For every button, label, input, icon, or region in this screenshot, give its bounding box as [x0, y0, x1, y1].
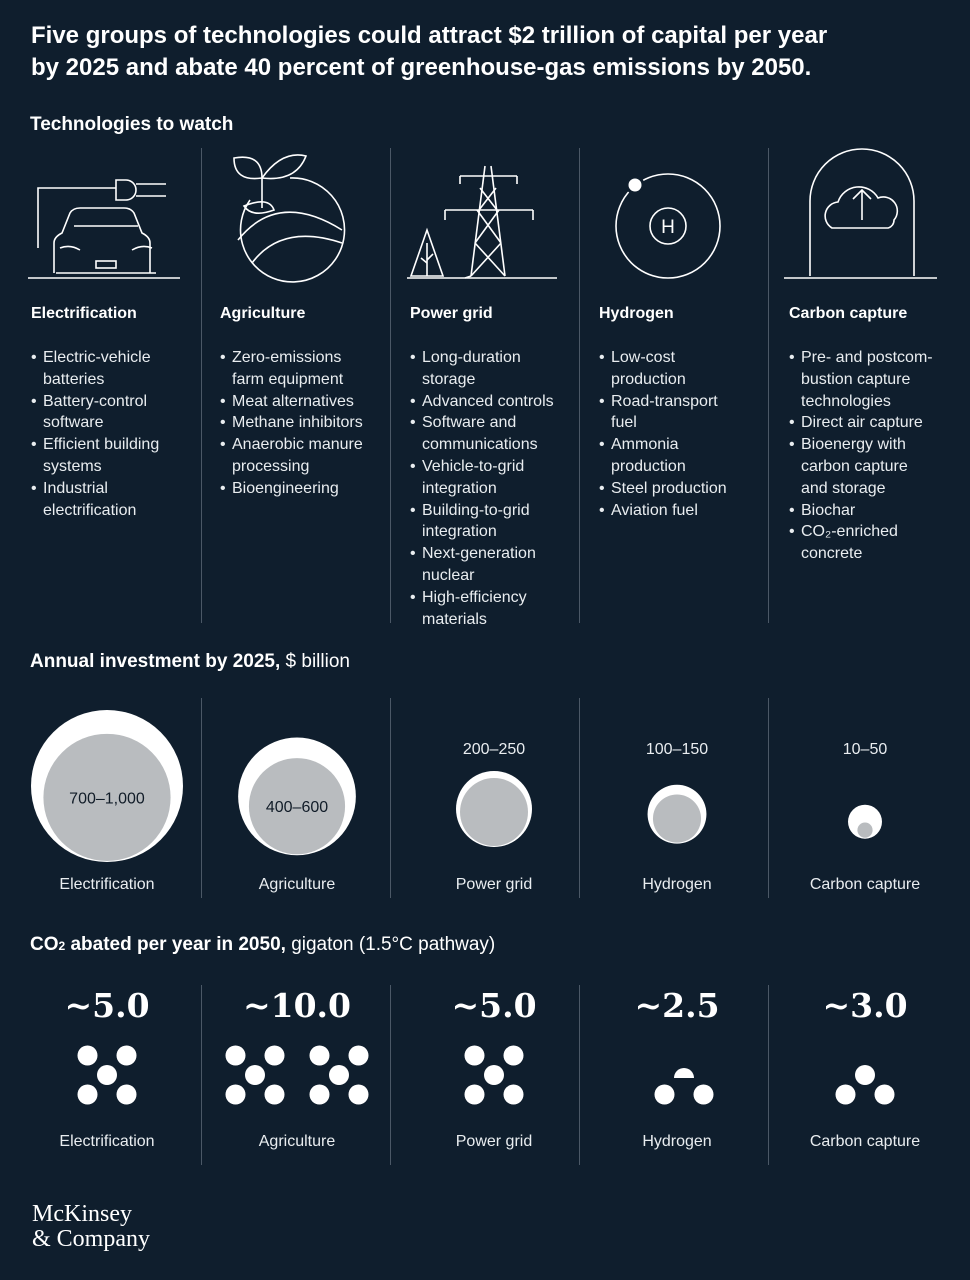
tech-list-item: • Battery-control software — [31, 391, 159, 435]
tech-list — [599, 347, 727, 521]
tech-list-item: • Biochar — [789, 500, 933, 522]
tech-list-item: • Bioenergy with carbon capture and storage — [789, 434, 933, 499]
tech-list-item: • Bioengineering — [220, 478, 363, 500]
tech-list-item: • Pre- and postcom- bustion capture technologies — [789, 347, 933, 412]
tech-title-hydrogen: Hydrogen — [599, 305, 674, 322]
range-label: 400–600 — [265, 799, 329, 817]
plant-globe-icon — [222, 148, 352, 283]
logo-line-2: & Company — [32, 1226, 150, 1252]
tech-list-item: • Ammonia production — [599, 434, 727, 478]
tech-list-item: • Aviation fuel — [599, 500, 727, 522]
co2-dot — [265, 1046, 285, 1066]
co2-dot — [310, 1085, 330, 1105]
divider — [201, 148, 202, 623]
divider — [579, 148, 580, 623]
tech-title-agriculture: Agriculture — [220, 305, 306, 322]
co2-value-label: ~10.0 — [242, 986, 352, 1025]
range-label: 10–50 — [842, 741, 888, 758]
tech-list-item: • Advanced controls — [410, 391, 554, 413]
co2-dot — [875, 1085, 895, 1105]
tech-list-item: • Direct air capture — [789, 412, 933, 434]
category-label: Carbon capture — [809, 1133, 921, 1150]
range-label: 200–250 — [462, 741, 526, 758]
investment-heading-label: Annual investment by 2025, — [30, 651, 281, 672]
tech-list — [789, 347, 933, 565]
tech-title-power-grid: Power grid — [410, 305, 493, 322]
co2-dot — [78, 1046, 98, 1066]
category-label: Carbon capture — [809, 876, 921, 893]
co2-dot — [245, 1065, 265, 1085]
co2-value-label: ~5.0 — [451, 986, 537, 1025]
tech-list — [410, 347, 554, 630]
bubble-low-2 — [460, 778, 528, 846]
co2-dot — [78, 1085, 98, 1105]
title-line-1: Five groups of technologies could attract $2 trillion of capital per year — [31, 22, 828, 49]
tech-title-carbon-capture: Carbon capture — [789, 305, 908, 322]
tech-list — [31, 347, 159, 521]
bubble-low-4 — [857, 823, 872, 838]
co2-dot — [310, 1046, 330, 1066]
range-label: 700–1,000 — [69, 790, 145, 808]
tech-list-item: • Building-to-grid integration — [410, 500, 554, 544]
co2-heading-post: abated per year in 2050, — [65, 934, 286, 955]
title-line-2: by 2025 and abate 40 percent of greenhouse-gas emissions by 2050. — [31, 54, 812, 81]
divider — [390, 148, 391, 623]
co2-dot — [465, 1085, 485, 1105]
co2-dot — [117, 1046, 137, 1066]
co2-dot — [349, 1046, 369, 1066]
transmission-tower-icon — [405, 148, 565, 283]
co2-dot — [97, 1065, 117, 1085]
co2-dot — [329, 1065, 349, 1085]
tech-list-item: • Efficient building systems — [31, 434, 159, 478]
tech-list-item: • Electric-vehicle batteries — [31, 347, 159, 391]
investment-heading — [30, 651, 350, 673]
co2-dot — [465, 1046, 485, 1066]
co2-dot — [836, 1085, 856, 1105]
investment-bubble-chart — [0, 690, 970, 910]
cloud-upload-arch-icon — [782, 148, 942, 283]
tech-list-item: • Zero-emissions farm equipment — [220, 347, 363, 391]
category-label: Power grid — [455, 1133, 533, 1150]
co2-dot — [265, 1085, 285, 1105]
tech-list — [220, 347, 363, 500]
co2-dot — [117, 1085, 137, 1105]
tech-list-item: • Software and communications — [410, 412, 554, 456]
range-label: 100–150 — [645, 741, 709, 758]
investment-unit: $ billion — [285, 651, 350, 672]
divider — [768, 148, 769, 623]
tech-title-electrification: Electrification — [31, 305, 137, 322]
tech-list-item: • Road-transport fuel — [599, 391, 727, 435]
co2-dot — [504, 1046, 524, 1066]
tech-list-item: • Low-cost production — [599, 347, 727, 391]
co2-dot — [226, 1085, 246, 1105]
co2-heading-sub: 2 — [58, 939, 66, 953]
tech-list-item: • Industrial electrification — [31, 478, 159, 522]
category-label: Power grid — [455, 876, 533, 893]
page-title — [31, 20, 931, 84]
co2-dot-half — [674, 1068, 694, 1078]
category-label: Electrification — [59, 1133, 155, 1150]
category-label: Hydrogen — [642, 1133, 712, 1150]
co2-dot — [349, 1085, 369, 1105]
tech-list-item: • Anaerobic manure processing — [220, 434, 363, 478]
tech-list-item: • Vehicle-to-grid integration — [410, 456, 554, 500]
category-label: Agriculture — [258, 876, 336, 893]
tech-heading: Technologies to watch — [30, 114, 234, 135]
tech-list-item: • CO₂-enriched concrete — [789, 521, 933, 565]
co2-unit: gigaton (1.5°C pathway) — [291, 934, 496, 955]
tech-list-item: • High-efficiency materials — [410, 587, 554, 631]
co2-dot — [484, 1065, 504, 1085]
tech-list-item: • Next-generation nuclear — [410, 543, 554, 587]
co2-value-label: ~2.5 — [634, 986, 720, 1025]
co2-dot — [655, 1085, 675, 1105]
co2-heading — [30, 934, 495, 956]
tech-list-item: • Steel production — [599, 478, 727, 500]
co2-dot — [504, 1085, 524, 1105]
bubble-low-3 — [653, 795, 701, 843]
tech-list-item: • Methane inhibitors — [220, 412, 363, 434]
co2-pictogram-chart — [0, 1035, 970, 1165]
category-label: Hydrogen — [642, 876, 712, 893]
co2-dot — [226, 1046, 246, 1066]
co2-dot — [855, 1065, 875, 1085]
co2-value-label: ~5.0 — [64, 986, 150, 1025]
mckinsey-logo — [32, 1202, 150, 1252]
category-label: Agriculture — [258, 1133, 336, 1150]
co2-value-label: ~3.0 — [822, 986, 908, 1025]
tech-list-item: • Long-duration storage — [410, 347, 554, 391]
svg-text:H: H — [661, 217, 675, 238]
logo-line-1: McKinsey — [32, 1201, 132, 1227]
tech-list-item: • Meat alternatives — [220, 391, 363, 413]
category-label: Electrification — [59, 876, 155, 893]
co2-heading-pre: CO — [30, 934, 59, 955]
hydrogen-atom-icon — [608, 148, 728, 283]
electric-car-icon — [26, 148, 186, 283]
co2-dot — [694, 1085, 714, 1105]
